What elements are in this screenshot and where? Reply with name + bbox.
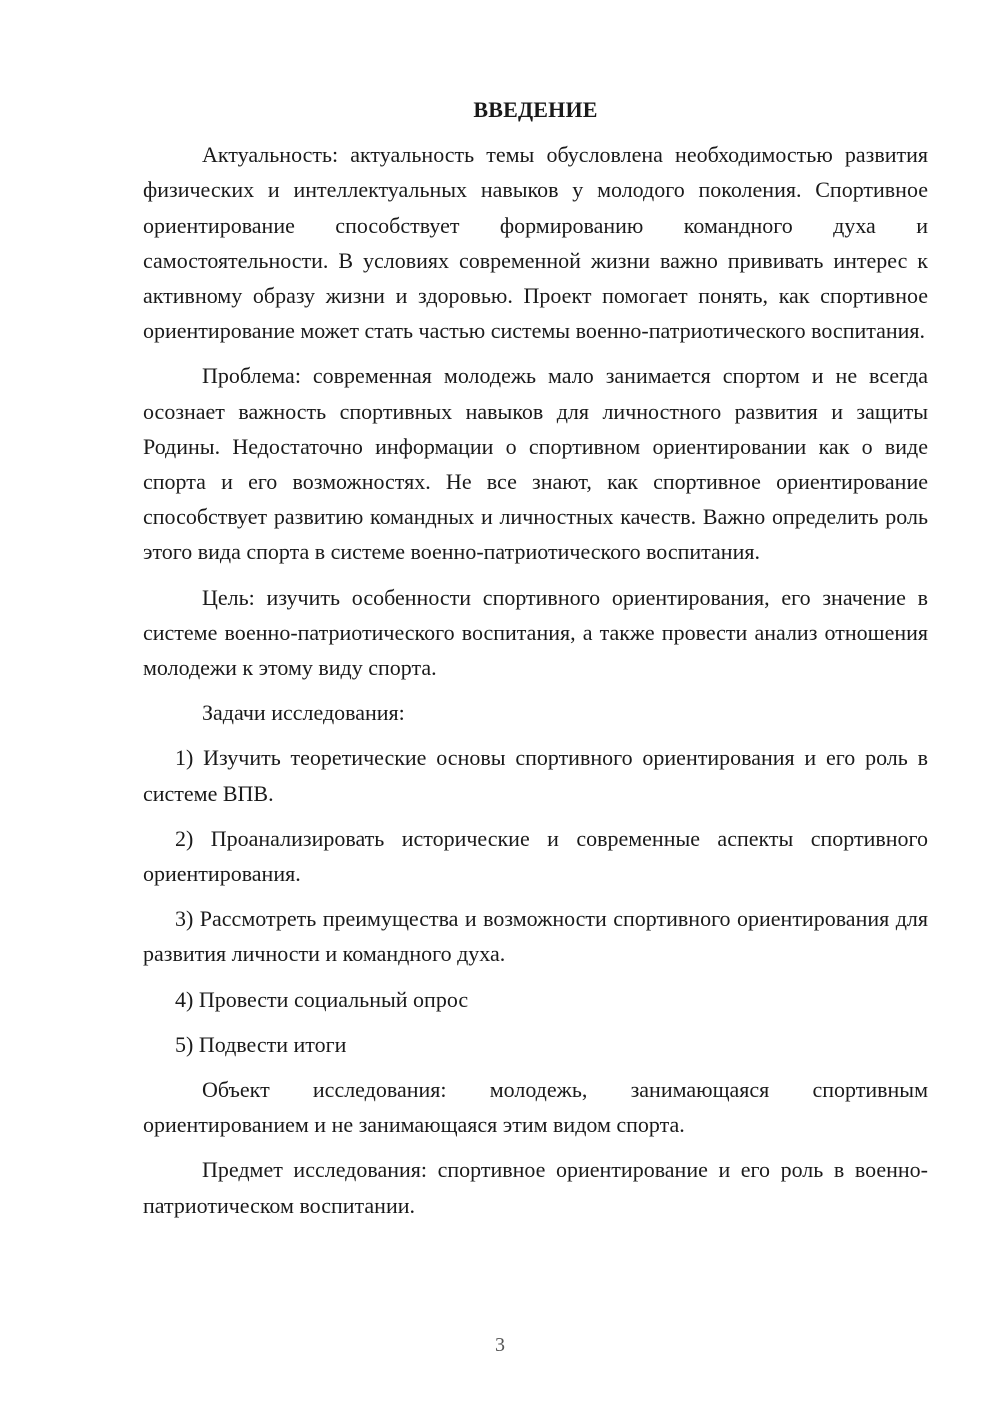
page-number: 3 — [495, 1334, 505, 1356]
paragraph-relevance: Актуальность: актуальность темы обусловлена необходимостью развития физических и интеллектуальных навыков у молодого поколения. Спортивное ориентирование способствует формированию командного духа и самостоятельности. В условиях современной жизни важно прививать интерес к активному образу жизни и здоровью. Проект помогает понять, как спортивное ориентирование может стать частью системы военно-патриотического воспитания. — [143, 142, 928, 344]
task-item-4: 4) Провести социальный опрос — [175, 986, 469, 1012]
tasks-heading: Задачи исследования: — [202, 700, 405, 726]
task-item-5: 5) Подвести итоги — [175, 1031, 347, 1057]
paragraph-problem: Проблема: современная молодежь мало занимается спортом и не всегда осознает важность спортивных навыков для личностного развития и защиты Родины. Недостаточно информации о спортивном ориентировании как о виде спорта и его возможностях. Не все знают, как спортивное ориентирование способствует развитию командных и личностных качеств. Важно определить роль этого вида спорта в системе военно-патриотического воспитания. — [143, 363, 928, 565]
paragraph-object: Объект исследования: молодежь, занимающаяся спортивным ориентированием и не занимающаяся этим видом спорта. — [143, 1077, 928, 1138]
document-page — [143, 92, 928, 1233]
task-item-1: 1) Изучить теоретические основы спортивного ориентирования и его роль в системе ВПВ. — [143, 745, 928, 806]
section-title: ВВЕДЕНИЕ — [473, 97, 598, 122]
task-item-3: 3) Рассмотреть преимущества и возможности спортивного ориентирования для развития личности и командного духа. — [143, 906, 928, 967]
task-item-2: 2) Проанализировать исторические и современные аспекты спортивного ориентирования. — [143, 825, 928, 887]
paragraph-goal: Цель: изучить особенности спортивного ориентирования, его значение в системе военно-патриотического воспитания, а также провести анализ отношения молодежи к этому виду спорта. — [143, 584, 928, 681]
paragraph-subject: Предмет исследования: спортивное ориентирование и его роль в военно-патриотическом воспитании. — [143, 1157, 928, 1218]
